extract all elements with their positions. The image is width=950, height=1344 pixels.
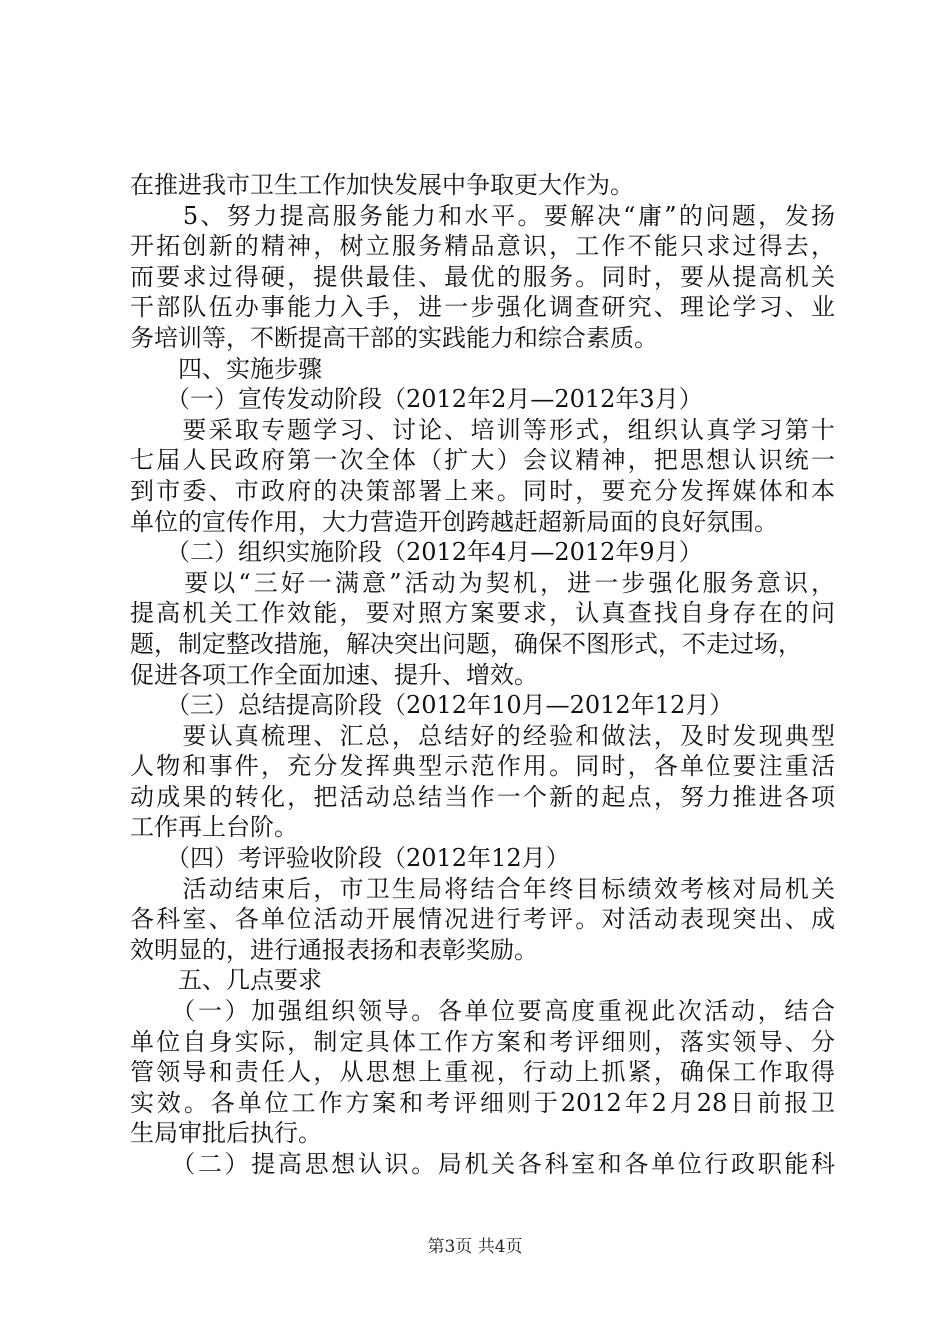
text-line: 要采取专题学习、讨论、培训等形式，组织认真学习第十	[130, 415, 835, 444]
text-line: 促进各项工作全面加速、提升、增效。	[130, 660, 538, 689]
text-line: 务培训等，不断提高干部的实践能力和综合素质。	[130, 323, 658, 352]
subsection-heading: （四）考评验收阶段（2012年12月）	[130, 844, 570, 873]
text-line: 动成果的转化，把活动总结当作一个新的起点，努力推进各项	[130, 782, 835, 811]
text-line: 要以“三好一满意”活动为契机，进一步强化服务意识，	[130, 568, 835, 597]
text-line: 管领导和责任人，从思想上重视，行动上抓紧，确保工作取得	[130, 1058, 835, 1087]
text-line: 提高机关工作效能，要对照方案要求，认真查找自身存在的问	[130, 599, 835, 628]
subsection-heading: （三）总结提高阶段（2012年10月—2012年12月）	[130, 691, 734, 720]
section-heading: 四、实施步骤	[130, 354, 322, 383]
page-footer: 第3页 共4页	[427, 1237, 523, 1257]
text-line: 人物和事件，充分发挥典型示范作用。同时，各单位要注重活	[130, 752, 835, 781]
text-line: 题，制定整改措施，解决突出问题，确保不图形式，不走过场，	[130, 629, 802, 658]
text-line: 实效。各单位工作方案和考评细则于2012年2月28日前报卫	[130, 1088, 835, 1117]
text-line: 在推进我市卫生工作加快发展中争取更大作为。	[130, 171, 634, 199]
text-line: 生局审批后执行。	[130, 1119, 322, 1148]
text-line: 效明显的，进行通报表扬和表彰奖励。	[130, 935, 538, 964]
text-line: （二）提高思想认识。局机关各科室和各单位行政职能科	[130, 1150, 835, 1178]
subsection-heading: （二）组织实施阶段（2012年4月—2012年9月）	[130, 538, 703, 567]
text-line: 开拓创新的精神，树立服务精品意识，工作不能只求过得去，	[130, 232, 835, 261]
text-line: 各科室、各单位活动开展情况进行考评。对活动表现突出、成	[130, 905, 835, 934]
text-line: 5、努力提高服务能力和水平。要解决“庸”的问题，发扬	[130, 201, 835, 230]
text-line: 工作再上台阶。	[130, 813, 298, 842]
section-heading: 五、几点要求	[130, 966, 322, 995]
text-line: 要认真梳理、汇总，总结好的经验和做法，及时发现典型	[130, 721, 835, 750]
subsection-heading: （一）宣传发动阶段（2012年2月—2012年3月）	[130, 385, 703, 414]
text-line: 到市委、市政府的决策部署上来。同时，要充分发挥媒体和本	[130, 476, 835, 505]
text-line: 活动结束后，市卫生局将结合年终目标绩效考核对局机关	[130, 874, 835, 903]
document-body	[130, 170, 835, 1180]
text-line: 单位的宣传作用，大力营造开创跨越赶超新局面的良好氛围。	[130, 507, 778, 536]
text-line: 而要求过得硬，提供最佳、最优的服务。同时，要从提高机关	[130, 262, 835, 291]
text-line: 单位自身实际，制定具体工作方案和考评细则，落实领导、分	[130, 1027, 835, 1056]
text-line: 七届人民政府第一次全体（扩大）会议精神，把思想认识统一	[130, 446, 835, 475]
text-line: （一）加强组织领导。各单位要高度重视此次活动，结合	[130, 997, 835, 1026]
text-line: 干部队伍办事能力入手，进一步强化调查研究、理论学习、业	[130, 293, 835, 322]
